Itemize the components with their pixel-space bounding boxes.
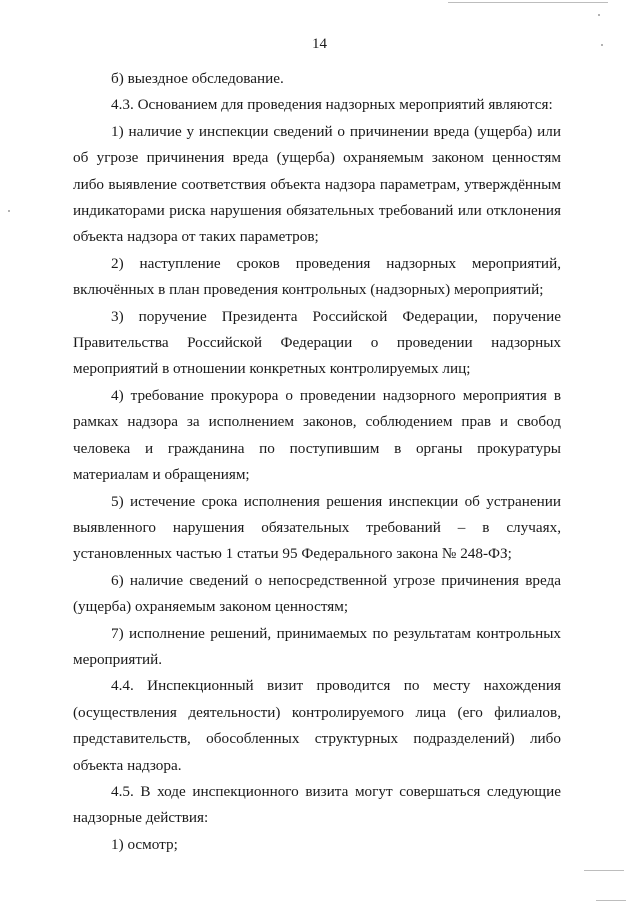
paragraph-4-3-item-5: 5) истечение срока исполнения решения инспекции об устранении выявленного нарушения обязательных требований – в случаях, установленных частью 1 статьи 95 Федерального закона № 248-ФЗ; (73, 492, 561, 563)
scan-edge-mark (584, 870, 624, 871)
paragraph-visit-type-b: б) выездное обследование. (111, 70, 284, 87)
page-number: 14 (312, 36, 327, 52)
paragraph-4-5-item-1: 1) осмотр; (111, 835, 178, 853)
paragraph-4-3-item-3: 3) поручение Президента Российской Федерации, поручение Правительства Российской Федерации о проведении надзорных мероприятий в отношении конкретных контролируемых лиц; (73, 307, 561, 378)
paragraph-4-5-heading: 4.5. В ходе инспекционного визита могут совершаться следующие надзорные действия: (73, 782, 561, 827)
paragraph-4-3-item-2: 2) наступление сроков проведения надзорных мероприятий, включённых в план проведения контрольных (надзорных) мероприятий; (73, 254, 561, 299)
paragraph-4-3-heading: 4.3. Основанием для проведения надзорных мероприятий являются: (111, 96, 553, 114)
scan-speck (8, 210, 10, 212)
scan-edge-mark (448, 2, 608, 3)
scan-speck (598, 14, 600, 16)
paragraph-4-4: 4.4. Инспекционный визит проводится по месту нахождения (осуществления деятельности) контролируемого лица (его филиалов, представительств, обособленных структурных подразделений) либо объекта надзора. (73, 677, 561, 774)
paragraph-4-3-item-1: 1) наличие у инспекции сведений о причинении вреда (ущерба) или об угрозе причинения вреда (ущерба) охраняемым законом ценностям либо выявление соответствия объекта надзора параметрам, утверждённым индикаторами риска нарушения обязательных требований или отклонения объекта надзора от таких параметров; (73, 122, 561, 246)
paragraph-4-3-item-4: 4) требование прокурора о проведении надзорного мероприятия в рамках надзора за исполнением законов, соблюдением прав и свобод человека и гражданина по поступившим в органы прокуратуры материалам и обращениям; (73, 386, 561, 484)
paragraph-4-3-item-7: 7) исполнение решений, принимаемых по результатам контрольных мероприятий. (73, 624, 561, 668)
paragraph-4-3-item-6: 6) наличие сведений о непосредственной угрозе причинения вреда (ущерба) охраняемым законом ценностям; (73, 571, 561, 616)
document-body (73, 66, 561, 858)
scan-edge-mark (596, 900, 626, 901)
